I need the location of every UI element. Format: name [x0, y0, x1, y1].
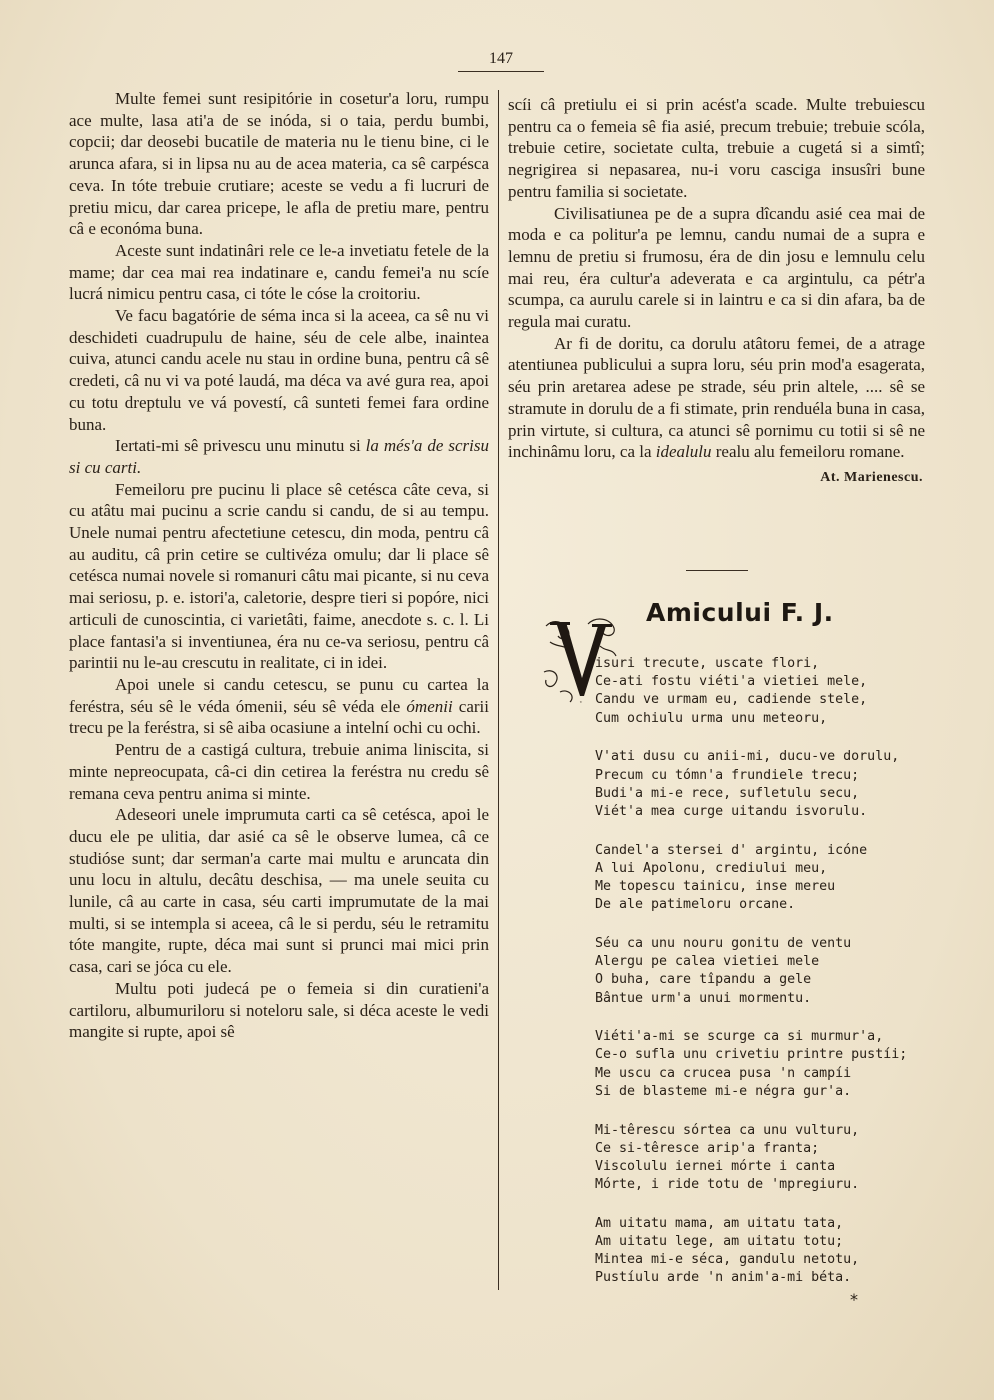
poem-line: O buha, care tîpandu a gele [595, 972, 812, 988]
poem-line: Viéti'a-mi se scurge ca si murmur'a, [595, 1029, 884, 1045]
poem-stanza [595, 842, 915, 915]
initial-letter: V [579, 700, 583, 704]
poem-line: Cum ochiulu urma unu meteoru, [595, 710, 828, 726]
italic-word: idealulu [655, 442, 712, 462]
column-divider [498, 90, 499, 1290]
header-rule [458, 71, 544, 72]
poem-stanza [595, 748, 915, 821]
paragraph: Adeseori unele imprumuta carti ca sê cetésca, apoi le ducu ele pe ulitia, dar asié ca sê le observe lumea, câ ce studióse sunt; dar serman'a carte mai multu e aruncata din unu locu in altulu, decâtu deschisa, — ma unele seuita cu lunile, câ au carte in casa, séu carti imprumutate de la mai multi, si se intempla si aceea, câ le si perdu, séu le retramitu tóte mangite, rupte, déca mai sunt si prunci mai mici prin casa, cari se jóca cu ele. [69, 805, 489, 977]
paragraph: Ve facu bagatórie de séma inca si la aceea, ca sê nu vi deschideti cuadrupulu de haine, séu de cele albe, inaintea cuiva, atunci candu acele nu stau in ordine buna, pentru câ sê credeti, câ nu vi va poté laudá, ma déca va avé gura rea, apoi cu totu dreptulu ve vá povestí, câ sunteti femei fara ordine buna. [69, 306, 489, 434]
poem-stanza [595, 655, 915, 728]
poem-line: Séu ca unu nouru gonitu de ventu [595, 935, 852, 951]
paragraph [69, 435, 489, 478]
paragraph [69, 674, 489, 739]
poem-stanza [595, 1215, 915, 1288]
poem-line: Me uscu ca crucea pusa 'n campíi [595, 1065, 852, 1081]
poem-line: Ce si-têresce arip'a franta; [595, 1140, 820, 1156]
poem-line: Ce-ati fostu viéti'a vietiei mele, [595, 674, 868, 690]
poem-line: Mi-têrescu sórtea ca unu vulturu, [595, 1122, 860, 1138]
paragraph: Multe femei sunt resipitórie in cosetur'a loru, rumpu ace multe, lasa ati'a de se inóda, si o taia, perdu bumbi, copcii; dar deosebi bucatile de materia nu le tienu bine, ci le arunca afara, si in lipsa nu au de acea materia, ca sê carpésca ceva. In tóte trebuie crutiare; aceste se vedu a fi lucruri de pretiu micu, dar carea pricepe, le afla de pretiu mare, pentru câ e económa buna. [69, 89, 489, 239]
end-mark: * [850, 1290, 858, 1309]
poem-stanza [595, 1122, 915, 1195]
poem-line: A lui Apolonu, crediului meu, [595, 860, 828, 876]
paragraph: Pentru de a castigá cultura, trebuie anima liniscita, si minte nepreocupata, câ-ci din cetirea la feréstra nu credu sê remana ceva pentru anima si minte. [69, 740, 489, 803]
paragraph [508, 333, 925, 463]
paragraph-text: Ar fi de doritu, ca dorulu atâtoru femei, de a atrage atentiunea publicului a supra loru, séu prin mod'a esagerata, séu prin aretarea adese pe strade, séu prin altele, .... sê se stramute in dorulu de a fi stimate, prin renduéla buna in casa, prin virtute, si cultura, ca atunci sê pornimu cu totii si sê ne inchinâmu loru, ca la [508, 333, 925, 462]
poem-line: V'ati dusu cu anii-mi, ducu-ve dorulu, [595, 749, 900, 765]
poem-line: Ce-o sufla unu crivetiu printre pustíi; [595, 1047, 908, 1063]
poem-line: Viscolulu iernei mórte i canta [595, 1158, 836, 1174]
paragraph: Femeiloru pre pucinu li place sê cetésca câte ceva, si cu atâtu mai pucinu a scrie candu si candu, de si au tempu. Unele numai pentru afectetiune cetescu, din moda, pentru câ au auditu, câ prin cetire se cultivéza omulu; dar li place sê cetésca numai novele si romanuri câtu mai picante, si nu ceva mai seriosu, p. e. istori'a, caletorie, despre tieri si popóre, nici articuli de cunoscintia, ci varietâti, faime, anecdote s. c. l. Li place fantasi'a si inventiunea, éra nu ce-va seriosu, pentru câ parintii nu le-au crescutu in realitate, ci in idei. [69, 479, 489, 673]
paragraph-text: realu alu femeiloru romane. [711, 442, 905, 462]
paragraph-text: carii trecu pe la feréstra, si sê aiba ocasiune a intelní ochi cu ochi. [69, 696, 489, 738]
author-signature: At. Marienescu. [820, 469, 923, 485]
paragraph-text: Apoi unele si candu cetescu, se punu cu cartea la feréstra, séu sê le véda ómenii, séu sê véda ele [69, 674, 489, 716]
poem-stanza [595, 1028, 915, 1101]
poem-line: isuri trecute, uscate flori, [595, 656, 820, 671]
paragraph: Civilisatiunea pe de a supra dîcandu asié cea mai de moda e ca politur'a pe lemnu, candu numai de a supra e lemnu de pretiu si frumosu, éra de din josu e lemnulu celu mai reu, éra cultur'a adeverata e ca argintulu, ca pétr'a scumpa, ca aurulu carele si in laintru e ca si din afara, ba de regula mai curatu. [508, 203, 925, 332]
section-rule [686, 570, 748, 571]
poem-line: Precum cu tómn'a frundiele trecu; [595, 767, 860, 783]
poem-line: Am uitatu lege, am uitatu totu; [595, 1234, 844, 1250]
poem-body [595, 655, 915, 1308]
poem-line: Candel'a stersei d' argintu, icóne [595, 842, 868, 858]
poem-title: Amicului F. J. [646, 598, 834, 627]
poem-line: Alergu pe calea vietiei mele [595, 954, 820, 970]
poem-line: Mintea mi-e séca, gandulu netotu, [595, 1252, 860, 1268]
poem-line: Pustíulu arde 'n anim'a-mi béta. [595, 1270, 852, 1286]
poem-line: Viét'a mea curge uitandu isvorulu. [595, 803, 868, 819]
page-number: 147 [489, 50, 513, 67]
poem-line: De ale patimeloru orcane. [595, 897, 796, 913]
poem-line: Am uitatu mama, am uitatu tata, [595, 1215, 844, 1231]
left-column [69, 88, 489, 1043]
paragraph-text: Iertati-mi sê privescu unu minutu si [115, 436, 366, 456]
right-column [508, 94, 925, 489]
poem-line: Mórte, i ride totu de 'mpregiuru. [595, 1177, 860, 1193]
paragraph: Aceste sunt indatinâri rele ce le-a invetiatu fetele de la mame; dar cea mai rea indatinare e, candu femei'a nu scíe lucrá nimicu pentru casa, ci tóte le cóse la croitoriu. [69, 240, 489, 304]
poem-stanza [595, 935, 915, 1008]
paragraph: scíi câ pretiulu ei si prin acést'a scade. Multe trebuiescu pentru ca o femeia sê fia asié, precum trebuie; trebuie scóla, trebuie cetire, societate culta, trebuie a cugetá si a simtî; negrigirea si nepasarea, nu-i voru casciga insusîri bune pentru familia si societate. [508, 95, 925, 201]
italic-word: ómenii [406, 696, 453, 716]
poem-line: Candu ve urmam eu, cadiende stele, [595, 692, 868, 708]
poem-line: Budi'a mi-e rece, sufletulu secu, [595, 785, 860, 801]
paragraph: Multu poti judecá pe o femeia si din curatieni'a cartiloru, albumuriloru si noteloru sale, si déca aceste le vedi mangite si rupte, apoi sê [69, 978, 489, 1042]
italic-phrase: la més'a de scrisu si cu carti. [69, 436, 489, 477]
poem-line: Bântue urm'a unui mormentu. [595, 990, 812, 1006]
poem-line: Me topescu tainicu, inse mereu [595, 879, 836, 895]
poem-line: Si de blasteme mi-e négra gur'a. [595, 1083, 852, 1099]
